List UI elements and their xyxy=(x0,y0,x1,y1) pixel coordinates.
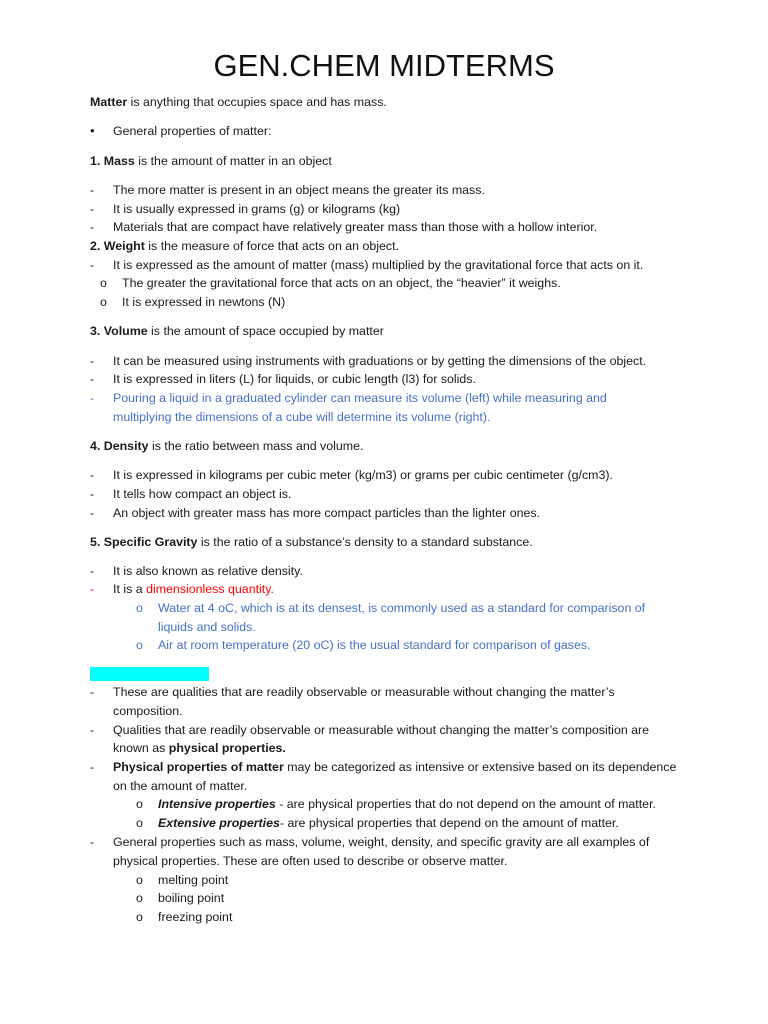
list-item: It is also known as relative density. xyxy=(113,564,303,578)
general-heading: General properties of matter: xyxy=(113,124,272,138)
list-item-prefix: known as xyxy=(113,741,169,755)
sub-list-item: It is expressed in newtons (N) xyxy=(122,295,286,309)
intro-text: is anything that occupies space and has mass. xyxy=(127,95,387,109)
circle-marker: o xyxy=(136,601,143,615)
dash-marker: - xyxy=(90,220,95,234)
list-item-blue: Pouring a liquid in a graduated cylinder can measure its volume (left) while measuring and xyxy=(113,391,607,405)
circle-marker: o xyxy=(136,638,143,652)
list-item: Qualities that are readily observable or measurable without changing the matter’s composition are xyxy=(113,723,650,737)
list-item: The more matter is present in an object means the greater its mass. xyxy=(113,183,485,197)
list-item xyxy=(113,759,676,775)
list-item-cont: on the amount of matter. xyxy=(113,779,248,793)
specific-gravity-term: 5. Specific Gravity xyxy=(90,535,198,549)
bold-term: physical properties. xyxy=(168,741,286,755)
dash-marker: - xyxy=(90,564,95,578)
dash-marker: - xyxy=(90,183,95,197)
list-item: It is expressed in kilograms per cubic meter (kg/m3) or grams per cubic centimeter (g/cm3). xyxy=(113,468,613,482)
circle-marker: o xyxy=(136,910,143,924)
list-item-blue-cont: multiplying the dimensions of a cube will determine its volume (right). xyxy=(113,410,491,424)
circle-marker: o xyxy=(100,276,107,290)
specific-gravity-definition: is the ratio of a substance’s density to a standard substance. xyxy=(197,535,533,549)
dash-marker: - xyxy=(90,258,95,272)
list-item: It tells how compact an object is. xyxy=(113,487,292,501)
circle-marker: o xyxy=(136,797,143,811)
weight-heading xyxy=(90,238,399,254)
mass-term: 1. Mass xyxy=(90,154,135,168)
sub-list-item xyxy=(158,796,656,812)
dash-marker: - xyxy=(90,487,95,501)
dash-marker: - xyxy=(90,506,95,520)
density-term: 4. Density xyxy=(90,439,149,453)
circle-marker: o xyxy=(136,873,143,887)
specific-gravity-heading xyxy=(90,534,533,550)
list-item-cont xyxy=(113,740,286,756)
sub-list-item-blue: Water at 4 oC, which is at its densest, is commonly used as a standard for comparison of xyxy=(158,601,646,615)
weight-definition: is the measure of force that acts on an object. xyxy=(144,239,400,253)
mass-definition: is the amount of matter in an object xyxy=(134,154,332,168)
list-item-cont: composition. xyxy=(113,704,183,718)
page-title: GEN.CHEM MIDTERMS xyxy=(213,48,555,83)
sub-list-item-blue: Air at room temperature (20 oC) is the usual standard for comparison of gases. xyxy=(158,638,591,652)
dash-marker: - xyxy=(90,760,95,774)
volume-heading xyxy=(90,323,384,339)
dash-marker: - xyxy=(90,468,95,482)
sub-list-item: The greater the gravitational force that acts on an object, the “heavier” it weighs. xyxy=(122,276,561,290)
list-item-text: may be categorized as intensive or extensive based on its dependence xyxy=(283,760,677,774)
dash-marker: - xyxy=(90,202,95,216)
list-item xyxy=(113,581,274,597)
sub-list-item-blue-cont: liquids and solids. xyxy=(158,620,256,634)
dash-marker: - xyxy=(90,372,95,386)
dash-marker: - xyxy=(90,723,95,737)
list-item: It is expressed in liters (L) for liquids, or cubic length (l3) for solids. xyxy=(113,372,476,386)
weight-term: 2. Weight xyxy=(90,239,145,253)
circle-marker: o xyxy=(100,295,107,309)
list-item: It can be measured using instruments with graduations or by getting the dimensions of the object. xyxy=(113,354,647,368)
dash-marker: - xyxy=(90,685,95,699)
intro-line xyxy=(90,94,387,110)
intensive-term: Intensive properties xyxy=(158,797,276,811)
list-item: These are qualities that are readily observable or measurable without changing the matter’s xyxy=(113,685,615,699)
extensive-definition: - are physical properties that depend on the amount of matter. xyxy=(279,816,619,830)
list-item-prefix: It is a xyxy=(113,582,147,596)
circle-marker: o xyxy=(136,816,143,830)
circle-marker: o xyxy=(136,891,143,905)
dash-marker: - xyxy=(90,582,95,596)
bold-term: Physical properties of matter xyxy=(113,760,284,774)
example-item: boiling point xyxy=(158,891,225,905)
mass-heading xyxy=(90,153,332,169)
volume-term: 3. Volume xyxy=(90,324,148,338)
volume-definition: is the amount of space occupied by matter xyxy=(147,324,384,338)
extensive-term: Extensive properties xyxy=(158,816,280,830)
list-item: An object with greater mass has more compact particles than the lighter ones. xyxy=(113,506,540,520)
list-item: It is usually expressed in grams (g) or kilograms (kg) xyxy=(113,202,401,216)
sub-list-item xyxy=(158,815,619,831)
list-item: Materials that are compact have relatively greater mass than those with a hollow interior. xyxy=(113,220,598,234)
list-item: General properties such as mass, volume, weight, density, and specific gravity are all examples of xyxy=(113,835,650,849)
cyan-highlight-bar xyxy=(90,667,209,681)
intro-term: Matter xyxy=(90,95,128,109)
red-highlight-text: dimensionless quantity. xyxy=(146,582,274,596)
density-definition: is the ratio between mass and volume. xyxy=(148,439,364,453)
bullet-marker: • xyxy=(90,123,95,138)
list-item-cont: physical properties. These are often used to describe or observe matter. xyxy=(113,854,508,868)
list-item: It is expressed as the amount of matter (mass) multiplied by the gravitational force that acts on it. xyxy=(113,258,644,272)
example-item: freezing point xyxy=(158,910,233,924)
dash-marker: - xyxy=(90,354,95,368)
intensive-definition: - are physical properties that do not depend on the amount of matter. xyxy=(275,797,656,811)
dash-marker: - xyxy=(90,835,95,849)
dash-marker: - xyxy=(90,391,95,405)
density-heading xyxy=(90,438,363,454)
example-item: melting point xyxy=(158,873,229,887)
